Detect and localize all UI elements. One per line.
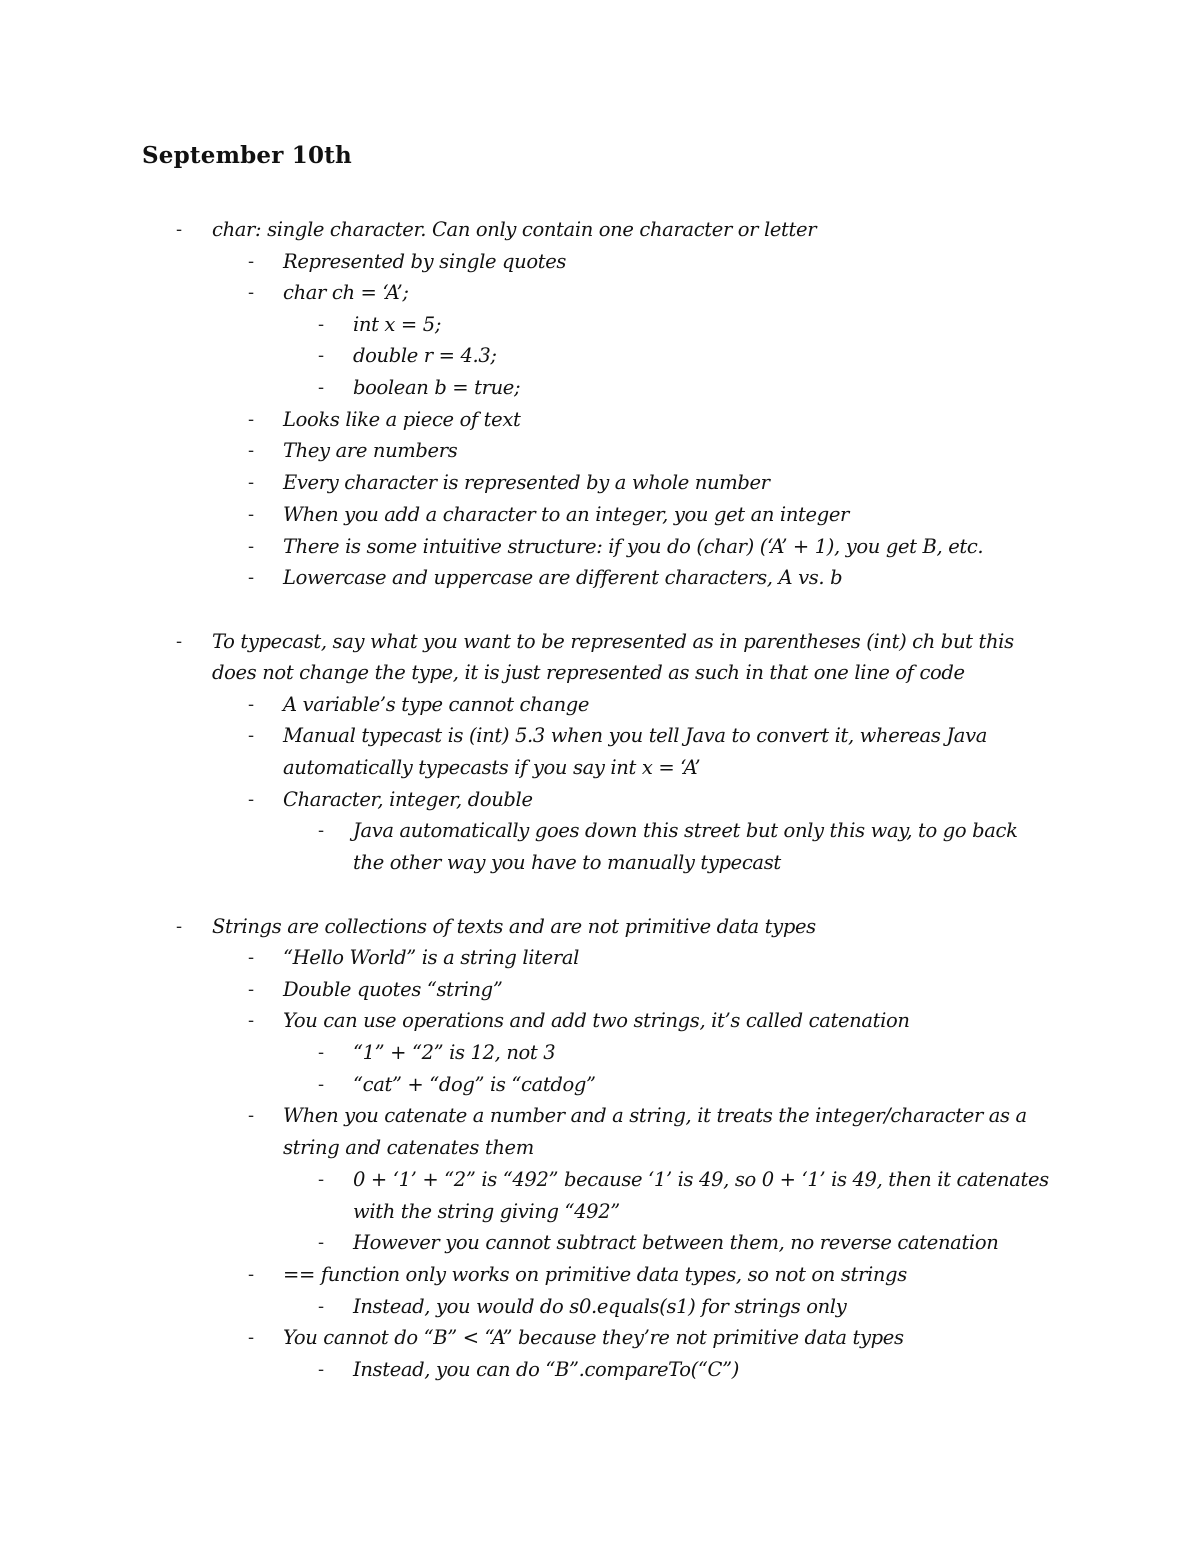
bullet-marker: -	[318, 1074, 325, 1095]
bullet-marker: -	[318, 377, 325, 398]
bullet-marker: -	[248, 1105, 255, 1126]
sub-bullet: A variable’s type cannot change	[283, 693, 590, 716]
bullet-marker: -	[248, 1264, 255, 1285]
sub-sub-bullet: 0 + ‘1’ + “2” is “492” because ‘1’ is 49, so 0 + ‘1’ is 49, then it catenates	[353, 1168, 1049, 1191]
sub-bullet-continued: automatically typecasts if you say int x = ‘A’	[283, 756, 701, 779]
bullet-marker: -	[248, 504, 255, 525]
sub-bullet: When you add a character to an integer, you get an integer	[283, 503, 849, 526]
sub-sub-bullet: int x = 5;	[353, 313, 442, 336]
sub-sub-bullet-continued: with the string giving “492”	[353, 1200, 620, 1223]
sub-sub-bullet: Instead, you can do “B”.compareTo(“C”)	[353, 1358, 739, 1381]
sub-bullet: “Hello World” is a string literal	[283, 946, 579, 969]
bullet-marker: -	[248, 282, 255, 303]
bullet-marker: -	[248, 440, 255, 461]
sub-sub-bullet: boolean b = true;	[353, 376, 521, 399]
bullet-marker: -	[248, 789, 255, 810]
sub-bullet: Manual typecast is (int) 5.3 when you tell Java to convert it, whereas Java	[283, 724, 988, 747]
bullet-marker: -	[248, 472, 255, 493]
sub-bullet: Character, integer, double	[283, 788, 533, 811]
sub-sub-bullet: However you cannot subtract between them, no reverse catenation	[353, 1231, 999, 1254]
sub-bullet: Lowercase and uppercase are different characters, A vs. b	[283, 566, 843, 589]
bullet-marker: -	[318, 345, 325, 366]
page-title: September 10th	[142, 142, 352, 169]
bullet-marker: -	[248, 947, 255, 968]
bullet-marker: -	[248, 536, 255, 557]
bullet-marker: -	[248, 979, 255, 1000]
sub-sub-bullet-continued: the other way you have to manually typecast	[353, 851, 781, 874]
bullet-marker: -	[176, 219, 183, 240]
bullet-marker: -	[248, 409, 255, 430]
sub-bullet: You can use operations and add two strings, it’s called catenation	[283, 1009, 910, 1032]
sub-sub-bullet: “1” + “2” is 12, not 3	[353, 1041, 556, 1064]
bullet-marker: -	[318, 1359, 325, 1380]
sub-bullet: They are numbers	[283, 439, 458, 462]
sub-bullet: Represented by single quotes	[283, 250, 567, 273]
bullet-typecast-continued: does not change the type, it is just represented as such in that one line of code	[212, 661, 965, 684]
bullet-marker: -	[318, 1169, 325, 1190]
bullet-marker: -	[248, 725, 255, 746]
bullet-char-definition: char: single character. Can only contain one character or letter	[212, 218, 817, 241]
bullet-marker: -	[248, 1010, 255, 1031]
sub-bullet: == function only works on primitive data types, so not on strings	[283, 1263, 907, 1286]
bullet-marker: -	[176, 631, 183, 652]
sub-bullet: When you catenate a number and a string, it treats the integer/character as a	[283, 1104, 1027, 1127]
bullet-marker: -	[318, 314, 325, 335]
sub-bullet: There is some intuitive structure: if you do (char) (‘A’ + 1), you get B, etc.	[283, 535, 984, 558]
bullet-marker: -	[248, 567, 255, 588]
bullet-marker: -	[248, 1327, 255, 1348]
sub-bullet: You cannot do “B” < “A” because they’re not primitive data types	[283, 1326, 904, 1349]
sub-bullet: Every character is represented by a whole number	[283, 471, 770, 494]
sub-sub-bullet: Instead, you would do s0.equals(s1) for strings only	[353, 1295, 847, 1318]
bullet-strings: Strings are collections of texts and are not primitive data types	[212, 915, 816, 938]
sub-bullet-continued: string and catenates them	[283, 1136, 534, 1159]
bullet-typecast: To typecast, say what you want to be represented as in parentheses (int) ch but this	[212, 630, 1014, 653]
sub-sub-bullet: Java automatically goes down this street but only this way, to go back	[353, 819, 1018, 842]
sub-sub-bullet: “cat” + “dog” is “catdog”	[353, 1073, 596, 1096]
bullet-marker: -	[248, 251, 255, 272]
bullet-marker: -	[318, 1042, 325, 1063]
sub-bullet: char ch = ‘A’;	[283, 281, 409, 304]
bullet-marker: -	[318, 1296, 325, 1317]
bullet-marker: -	[318, 1232, 325, 1253]
bullet-marker: -	[318, 820, 325, 841]
sub-bullet: Looks like a piece of text	[283, 408, 521, 431]
bullet-marker: -	[248, 694, 255, 715]
bullet-marker: -	[176, 916, 183, 937]
sub-sub-bullet: double r = 4.3;	[353, 344, 497, 367]
sub-bullet: Double quotes “string”	[283, 978, 503, 1001]
